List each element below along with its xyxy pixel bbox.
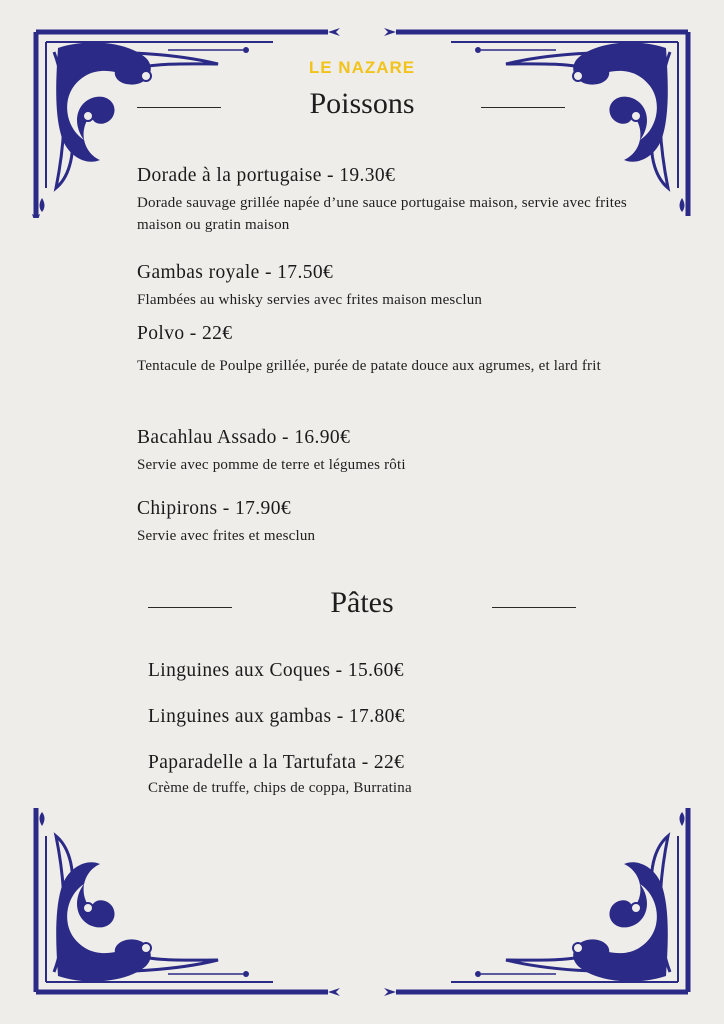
menu-item [137,164,657,236]
menu-item-description: Tentacule de Poulpe grillée, purée de patate douce aux agrumes, et lard frit [137,358,601,374]
menu-item [148,659,668,683]
menu-item-name: Paparadelle a la Tartufata - 22€ [148,752,405,773]
menu-item [137,322,657,377]
menu-item [137,497,657,547]
menu-item-name: Chipirons - 17.90€ [137,498,291,519]
menu-item-name: Polvo - 22€ [137,323,233,344]
corner-ornament-bottom-left [28,806,358,996]
corner-ornament-bottom-right [366,806,696,996]
menu-item [148,751,668,799]
menu-item-name: Linguines aux Coques - 15.60€ [148,660,404,681]
menu-item-description: Dorade sauvage grillée napée d’une sauce portugaise maison, servie avec frites maison ou gratin maison [137,195,627,233]
menu-item [137,261,657,311]
menu-item-name: Dorade à la portugaise - 19.30€ [137,165,396,186]
menu-item-name: Gambas royale - 17.50€ [137,262,334,283]
menu-item-description: Servie avec pomme de terre et légumes rôti [137,457,406,473]
menu-item-description: Servie avec frites et mesclun [137,528,316,544]
menu-item-description: Crème de truffe, chips de coppa, Burratina [148,780,412,796]
menu-item [148,705,668,729]
section-title-pates: Pâtes [330,586,394,619]
menu-item-name: Bacahlau Assado - 16.90€ [137,427,351,448]
brand-logo: LE NAZARE [308,58,416,77]
menu-item-description: Flambées au whisky servies avec frites maison mesclun [137,292,483,308]
section-title-poissons: Poissons [309,87,415,120]
menu-item-name: Linguines aux gambas - 17.80€ [148,706,405,727]
menu-item [137,426,657,476]
